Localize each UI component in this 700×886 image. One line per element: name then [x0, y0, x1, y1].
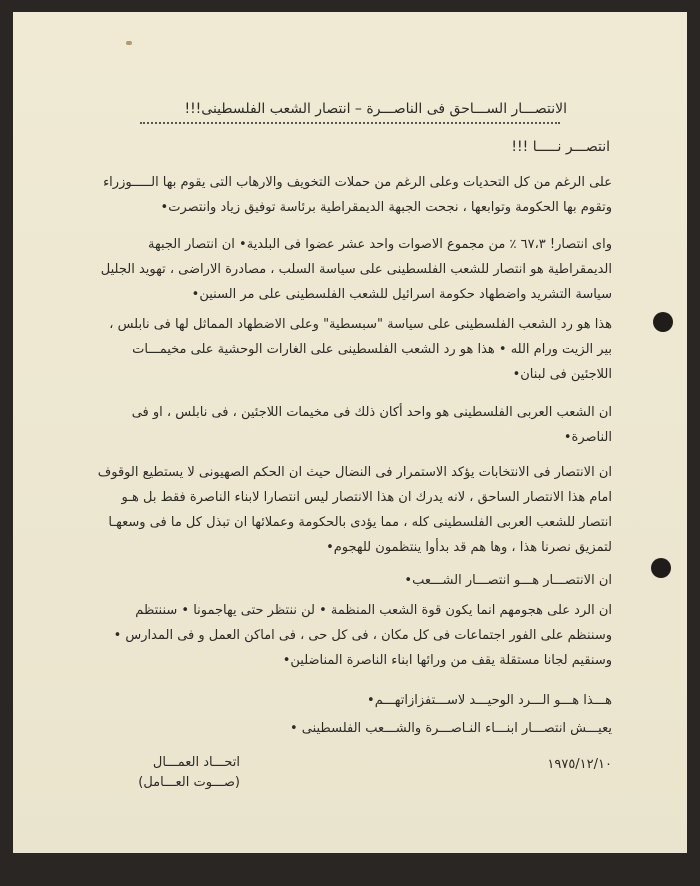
paper-stain: [126, 41, 132, 45]
title-underline: [140, 116, 560, 124]
paragraph-9: يعيـــش انتصـــار ابنـــاء النـاصـــرة والشـــعب الفلسطينى •: [289, 721, 612, 736]
signature-org: اتحـــاد العمـــال: [152, 755, 240, 770]
paragraph-5: ان الانتصار فى الانتخابات يؤكد الاستمرار فى النضال حيث ان الحكم الصهيونى لا يستطيع الوقوف امام هذا الانتصار الساحق ، لانه يدرك ان هذا الانتصار ليس انتصارا لابناء الناصرة فقط بل هـو انتصار للشعب العربى الفلسطينى كله ، مما يؤدى بالحكومة وعملائها ان تبذل كل ما فى وسعهـا لتمزيق نصرنا هذا ، وها هم قد بدأوا ينتظمون للهجوم•: [97, 465, 612, 555]
punch-hole-top: [653, 312, 673, 332]
document-subtitle: انتصـــر نـــــا !!!: [511, 139, 610, 155]
paragraph-6: ان الانتصـــار هـــو انتصـــار الشـــعب•: [404, 573, 612, 588]
paragraph-3: هذا هو رد الشعب الفلسطينى على سياسة "سبسطية" وعلى الاضطهاد المماثل لها فى نابلس ، بير الزيت ورام الله • هذا هو رد الشعب الفلسطينى على الغارات الوحشية على مخيمـــات اللاجئين فى لبنان•: [109, 317, 612, 382]
punch-hole-bottom: [651, 558, 671, 578]
paragraph-2: واى انتصار! ٦٧،٣ ٪ من مجموع الاصوات واحد عشر عضوا فى البلدية• ان انتصار الجبهة الديمقراطية هو انتصار للشعب الفلسطينى على سياسة السلب ، مصادرة الاراضى ، تهويد الجليل سياسة التشريد واضطهاد حكومة اسرائيل للشعب الفلسطينى على مر السنين•: [100, 237, 612, 302]
document-title: الانتصـــار الســـاحق فى الناصـــرة – انتصار الشعب الفلسطينى!!!: [184, 101, 567, 117]
paragraph-4: ان الشعب العربى الفلسطينى هو واحد أكان ذلك فى مخيمات اللاجئين ، فى نابلس ، او فى الناصرة•: [131, 405, 612, 445]
paragraph-7: ان الرد على هجومهم انما يكون قوة الشعب المنظمة • لن ننتظر حتى يهاجمونا • سننتظم وسننظم على الفور اجتماعات فى كل مكان ، فى كل حى ، فى اماكن العمل و فى المدارس • وسنقيم لجانا مستقلة يقف من ورائها ابناء الناصرة المناضلين•: [113, 603, 612, 668]
paragraph-1: على الرغم من كل التحديات وعلى الرغم من حملات التخويف والارهاب التى يقوم بها الـــــوزراء وتقوم بها الحكومة وتوابعها ، نجحت الجبهة الديمقراطية برئاسة توفيق زياد وانتصرت•: [103, 175, 612, 215]
paragraph-8: هـــذا هـــو الـــرد الوحيـــد لاســـتفزازاتهـــم•: [367, 693, 612, 708]
signature-publication: (صـــوت العـــامل): [138, 775, 240, 790]
document-date: ١٩٧٥/١٢/١٠: [547, 757, 612, 772]
